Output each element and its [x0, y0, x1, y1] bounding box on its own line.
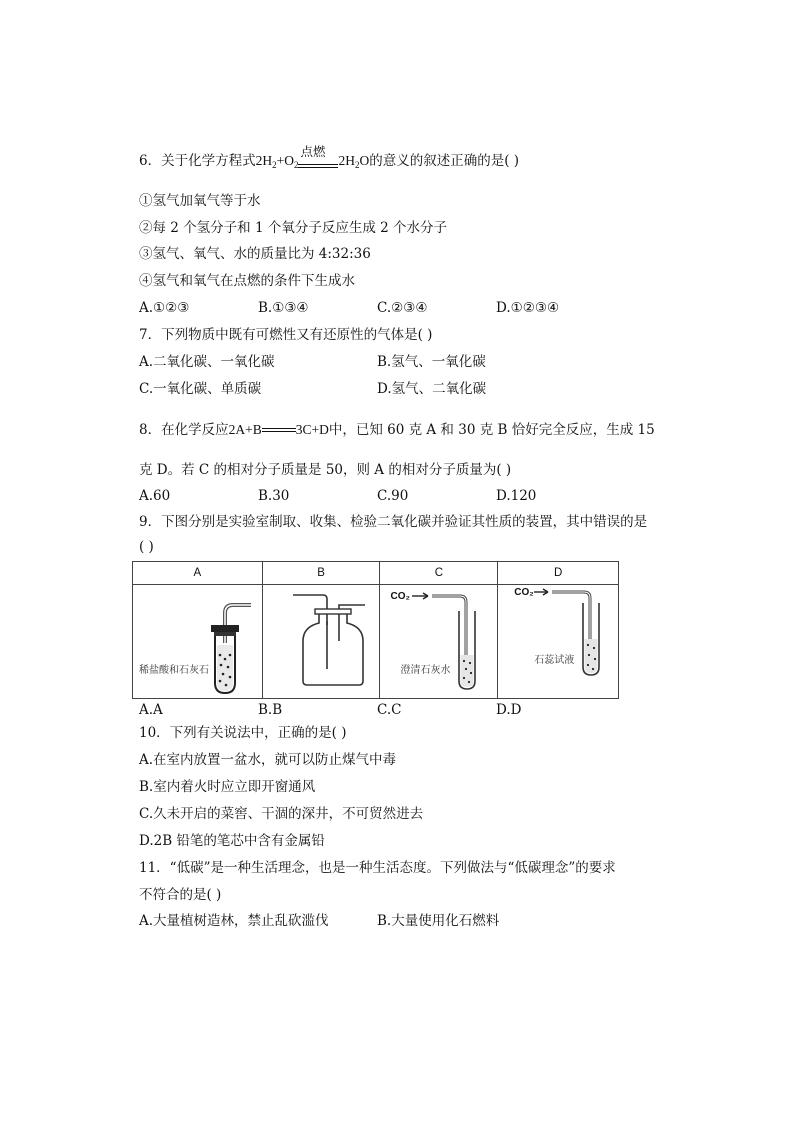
q8-stem: 8．在化学反应2A+B 3C+D中，已知 60 克 A 和 30 克 B 恰好完全反应，生成 15	[139, 422, 655, 438]
collection-bottle-diagram	[263, 585, 380, 698]
reaction-condition: 点燃	[298, 156, 338, 174]
q6-statement: ④氢气和氧气在点燃的条件下生成水	[139, 273, 355, 289]
litmus-tube-diagram	[498, 585, 618, 698]
q8-option-a[interactable]: A.60	[139, 488, 171, 504]
apparatus-c	[380, 585, 498, 699]
q9-stem-line2: ( )	[139, 539, 154, 555]
label-a: 稀盐酸和石灰石	[139, 665, 209, 676]
label-c: 澄清石灰水	[400, 665, 451, 676]
q9-option-a[interactable]: A.A	[139, 702, 163, 718]
co2-label-c: CO₂	[390, 591, 410, 602]
q7-option-a[interactable]: A.二氧化碳、一氧化碳	[139, 354, 275, 370]
apparatus-a	[133, 585, 263, 699]
apparatus-table	[132, 561, 619, 699]
limewater-tube-diagram	[380, 585, 497, 698]
apparatus-d	[498, 585, 619, 699]
q7-option-d[interactable]: D.氢气、二氧化碳	[377, 381, 487, 397]
q10-option-c[interactable]: C.久未开启的菜窖、干涸的深井，不可贸然进去	[139, 806, 424, 822]
q8-option-d[interactable]: D.120	[496, 488, 537, 504]
label-d: 石蕊试液	[534, 655, 575, 666]
q7-stem: 7．下列物质中既有可燃性又有还原性的气体是( )	[139, 327, 433, 343]
q6-stem	[139, 145, 520, 174]
q6-equation: $2H_2+O_2$ 点燃 $2H_2O$	[256, 153, 370, 168]
q6-option-c[interactable]: C.②③④	[377, 300, 428, 316]
q9-stem: 9．下图分别是实验室制取、收集、检验二氧化碳并验证其性质的装置，其中错误的是	[139, 514, 648, 530]
q8-option-b[interactable]: B.30	[258, 488, 290, 504]
q9-option-d[interactable]: D.D	[496, 702, 522, 718]
q11-option-b[interactable]: B.大量使用化石燃料	[377, 913, 500, 929]
apparatus-b	[262, 585, 380, 699]
q7-option-c[interactable]: C.一氧化碳、单质碳	[139, 381, 262, 397]
q7-option-b[interactable]: B.氢气、一氧化碳	[377, 354, 486, 370]
header-a: A	[133, 562, 263, 585]
q6-option-a[interactable]: A.①②③	[139, 300, 190, 316]
q10-option-d[interactable]: D.2B 铅笔的笔芯中含有金属铅	[139, 833, 325, 849]
q10-option-a[interactable]: A.在室内放置一盆水，就可以防止煤气中毒	[139, 752, 397, 768]
q8-equation: 2A+B 3C+D	[228, 422, 329, 437]
q9-option-b[interactable]: B.B	[258, 702, 283, 718]
q6-option-b[interactable]: B.①③④	[258, 300, 309, 316]
generator-tube-diagram	[133, 585, 262, 698]
q11-stem-line2: 不符合的是( )	[139, 887, 222, 903]
q11-stem: 11．“低碳”是一种生活理念，也是一种生活态度。下列做法与“低碳理念”的要求	[139, 860, 616, 876]
header-c: C	[380, 562, 498, 585]
q6-suffix: 的意义的叙述正确的是( )	[369, 153, 520, 169]
q8-stem-line2: 克 D。若 C 的相对分子质量是 50，则 A 的相对分子质量为( )	[139, 462, 512, 478]
header-b: B	[262, 562, 380, 585]
q9-option-c[interactable]: C.C	[377, 702, 402, 718]
q10-option-b[interactable]: B.室内着火时应立即开窗通风	[139, 779, 316, 795]
co2-label-d: CO₂	[514, 587, 534, 598]
q8-option-c[interactable]: C.90	[377, 488, 409, 504]
q6-prefix: 6．关于化学方程式	[139, 153, 256, 169]
q6-option-d[interactable]: D.①②③④	[496, 300, 560, 316]
q6-statement: ③氢气、氧气、水的质量比为 4:32:36	[139, 246, 371, 262]
q10-stem: 10．下列有关说法中，正确的是( )	[139, 725, 347, 741]
q6-statement: ②每 2 个氢分子和 1 个氧分子反应生成 2 个水分子	[139, 220, 448, 236]
q6-statement: ①氢气加氧气等于水	[139, 193, 261, 209]
q11-option-a[interactable]: A.大量植树造林，禁止乱砍滥伐	[139, 913, 329, 929]
header-d: D	[498, 562, 619, 585]
